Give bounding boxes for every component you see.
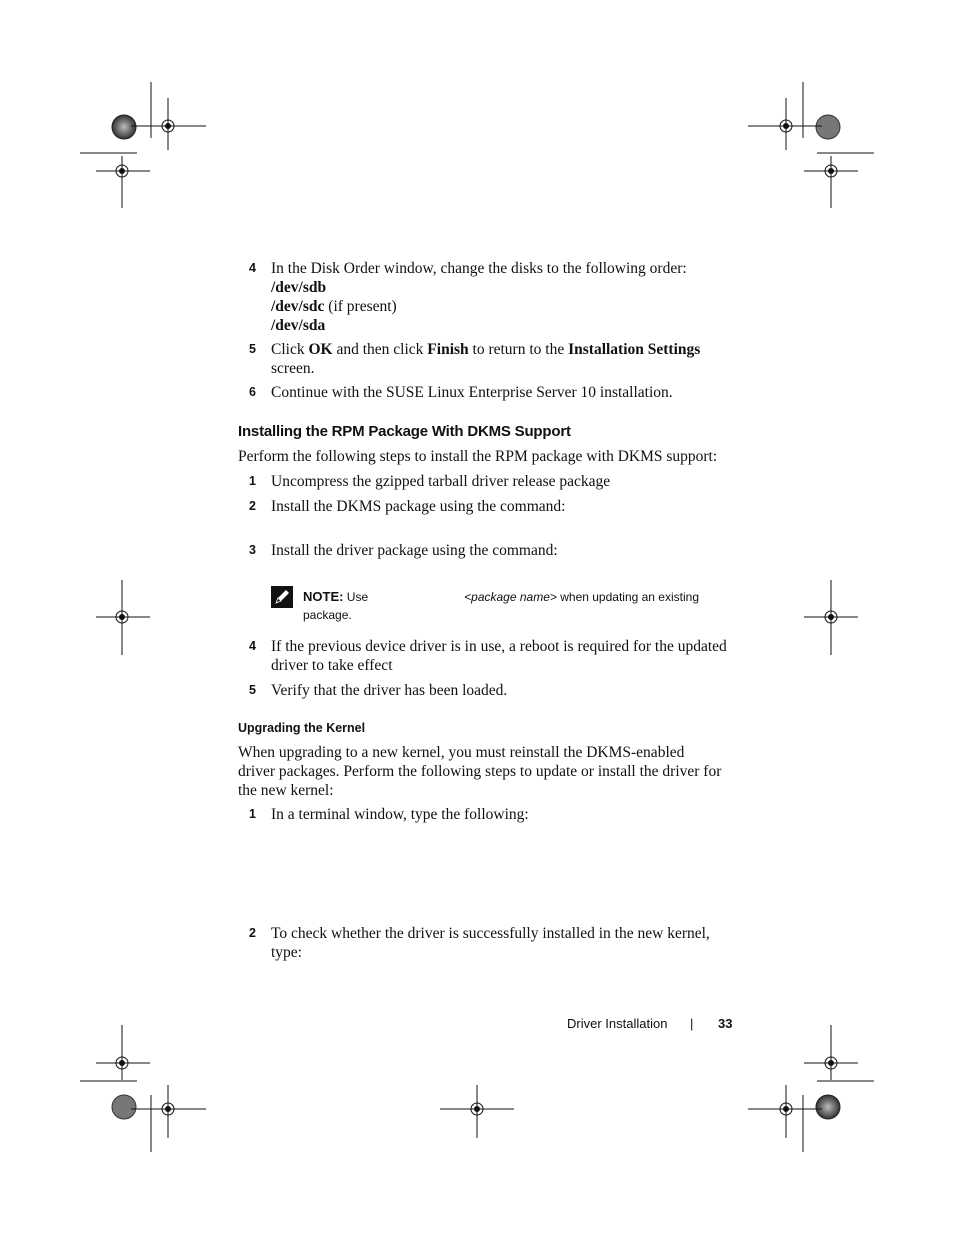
step-number: 6: [249, 385, 256, 399]
note-line: package.: [303, 608, 352, 622]
step-line: In the Disk Order window, change the disks to the following order:: [271, 260, 687, 277]
step-line: If the previous device driver is in use, a reboot is required for the updated: [271, 638, 727, 655]
step-number: 4: [249, 639, 256, 653]
page-number: 33: [718, 1016, 733, 1031]
ui-term-ok: OK: [308, 341, 333, 358]
note-box: [303, 588, 743, 624]
step-line: [271, 340, 741, 359]
step-number: 1: [249, 474, 256, 488]
subsection-heading: Upgrading the Kernel: [238, 721, 366, 735]
subsection-paragraph: [238, 743, 748, 800]
footer-section-title: Driver Installation: [567, 1016, 668, 1031]
para-line: the new kernel:: [238, 782, 334, 799]
step-line: type:: [271, 944, 302, 961]
note-line: [303, 588, 743, 606]
para-line: driver packages. Perform the following steps to update or install the driver for: [238, 763, 722, 780]
footer-separator: |: [690, 1016, 694, 1031]
step-text: Install the driver package using the command:: [271, 542, 558, 559]
code-line: [271, 316, 741, 335]
device-path: /dev/sdc: [271, 298, 325, 315]
pencil-icon: [271, 586, 293, 608]
step-text: [271, 340, 741, 378]
step-text: Verify that the driver has been loaded.: [271, 682, 508, 699]
text-run: to return to the: [468, 341, 569, 358]
code-line: [271, 278, 741, 297]
text-run: and then click: [332, 341, 428, 358]
ui-term-installation-settings: Installation Settings: [568, 341, 701, 358]
para-line: When upgrading to a new kernel, you must reinstall the DKMS-enabled: [238, 744, 685, 761]
step-number: 2: [249, 499, 256, 513]
section-heading: Installing the RPM Package With DKMS Support: [238, 423, 571, 440]
note-text: Use: [346, 590, 369, 604]
step-line: To check whether the driver is successfully installed in the new kernel,: [271, 925, 710, 942]
step-text: In a terminal window, type the following:: [271, 806, 529, 823]
device-note: (if present): [324, 298, 397, 315]
step-line: driver to take effect: [271, 657, 393, 674]
step-text: Uncompress the gzipped tarball driver release package: [271, 473, 611, 490]
step-text: Continue with the SUSE Linux Enterprise Server 10 installation.: [271, 384, 673, 401]
step-number: 3: [249, 543, 256, 557]
step-number: 1: [249, 807, 256, 821]
note-text: when updating an existing: [556, 590, 699, 604]
code-line: [271, 297, 741, 316]
device-path: /dev/sda: [271, 317, 326, 334]
step-number: 2: [249, 926, 256, 940]
step-text: Install the DKMS package using the command:: [271, 498, 566, 515]
step-text: [271, 924, 741, 962]
device-path: /dev/sdb: [271, 279, 327, 296]
step-number: 5: [249, 342, 256, 356]
note-label: NOTE:: [303, 589, 344, 604]
step-line: screen.: [271, 360, 315, 377]
section-intro: Perform the following steps to install the RPM package with DKMS support:: [238, 448, 718, 465]
step-text: [271, 637, 741, 675]
text-run: Click: [271, 341, 309, 358]
step-number: 4: [249, 261, 256, 275]
step-text: [271, 259, 741, 335]
note-package-name: <package name>: [464, 590, 557, 604]
step-number: 5: [249, 683, 256, 697]
ui-term-finish: Finish: [427, 341, 469, 358]
